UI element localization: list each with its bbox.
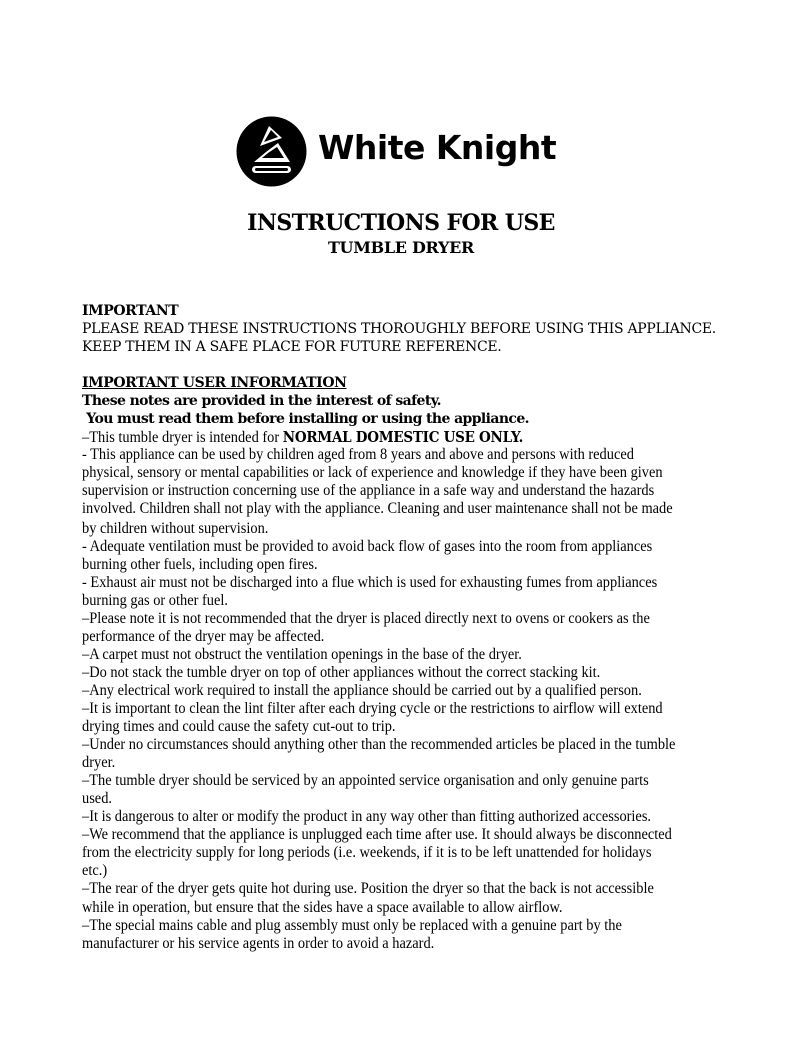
brand-logo (236, 116, 557, 188)
text-line: –Any electrical work required to install the appliance should be carried out by a qualified person. (82, 682, 642, 699)
text-line: involved. Children shall not play with the appliance. Cleaning and user maintenance shall not be made (82, 500, 673, 517)
text-line: manufacturer or his service agents in order to avoid a hazard. (82, 935, 435, 952)
text-line: dryer. (82, 754, 116, 771)
text-line: –Please note it is not recommended that the dryer is placed directly next to ovens or cookers as the (82, 610, 650, 627)
user-info-heading: IMPORTANT USER INFORMATION (82, 375, 347, 391)
text-line: –It is important to clean the lint filter after each drying cycle or the restrictions to airflow will extend (82, 700, 663, 717)
intro-line: These notes are provided in the interest of safety. (82, 393, 441, 409)
text-line: performance of the dryer may be affected. (82, 628, 325, 645)
text-line: –Do not stack the tumble dryer on top of other appliances without the correct stacking kit. (82, 664, 601, 681)
knight-sail-icon (236, 116, 307, 187)
text-line: drying times and could cause the safety cut-out to trip. (82, 718, 396, 735)
text-line: burning gas or other fuel. (82, 592, 228, 609)
domestic-use-prefix: –This tumble dryer is intended for (82, 429, 283, 446)
intro-line: You must read them before installing or using the appliance. (82, 411, 529, 427)
important-line: KEEP THEM IN A SAFE PLACE FOR FUTURE REFERENCE. (82, 339, 502, 355)
text-line: –A carpet must not obstruct the ventilation openings in the base of the dryer. (82, 646, 522, 663)
text-line: etc.) (82, 862, 108, 879)
important-section (82, 302, 742, 356)
text-line: used. (82, 790, 112, 807)
text-line: while in operation, but ensure that the sides have a space available to allow airflow. (82, 899, 563, 916)
text-line: –The tumble dryer should be serviced by an appointed service organisation and only genuine parts (82, 772, 649, 789)
text-line: by children without supervision. (82, 520, 269, 537)
text-line: –The rear of the dryer gets quite hot during use. Position the dryer so that the back is not accessible (82, 880, 654, 897)
important-heading: IMPORTANT (82, 303, 179, 319)
text-line: from the electricity supply for long periods (i.e. weekends, if it is to be left unattended for holidays (82, 844, 652, 861)
domestic-use-emphasis: NORMAL DOMESTIC USE ONLY. (282, 428, 524, 446)
important-line: PLEASE READ THESE INSTRUCTIONS THOROUGHLY BEFORE USING THIS APPLIANCE. (82, 321, 716, 337)
brand-name: White Knight (318, 128, 557, 167)
page-subtitle: TUMBLE DRYER (327, 238, 475, 257)
text-line: physical, sensory or mental capabilities or lack of experience and knowledge if they have been given (82, 464, 663, 481)
text-line: - Exhaust air must not be discharged into a flue which is used for exhausting fumes from appliances (82, 574, 658, 591)
domestic-use-line (82, 428, 676, 446)
text-line: –It is dangerous to alter or modify the product in any way other than fitting authorized accessories. (82, 808, 652, 825)
text-line: - This appliance can be used by children aged from 8 years and above and persons with reduced (82, 446, 634, 463)
text-line: –We recommend that the appliance is unplugged each time after use. It should always be disconnected (82, 826, 672, 843)
text-line: –Under no circumstances should anything other than the recommended articles be placed in the tumble (82, 736, 676, 753)
page-title: INSTRUCTIONS FOR USE (247, 210, 555, 236)
text-line: supervision or instruction concerning use of the appliance in a safe way and understand the hazards (82, 482, 655, 499)
text-line: - Adequate ventilation must be provided to avoid back flow of gases into the room from appliances (82, 538, 653, 555)
text-line: –The special mains cable and plug assembly must only be replaced with a genuine part by the (82, 917, 622, 934)
user-information-section (82, 374, 742, 953)
text-line: burning other fuels, including open fires. (82, 556, 318, 573)
